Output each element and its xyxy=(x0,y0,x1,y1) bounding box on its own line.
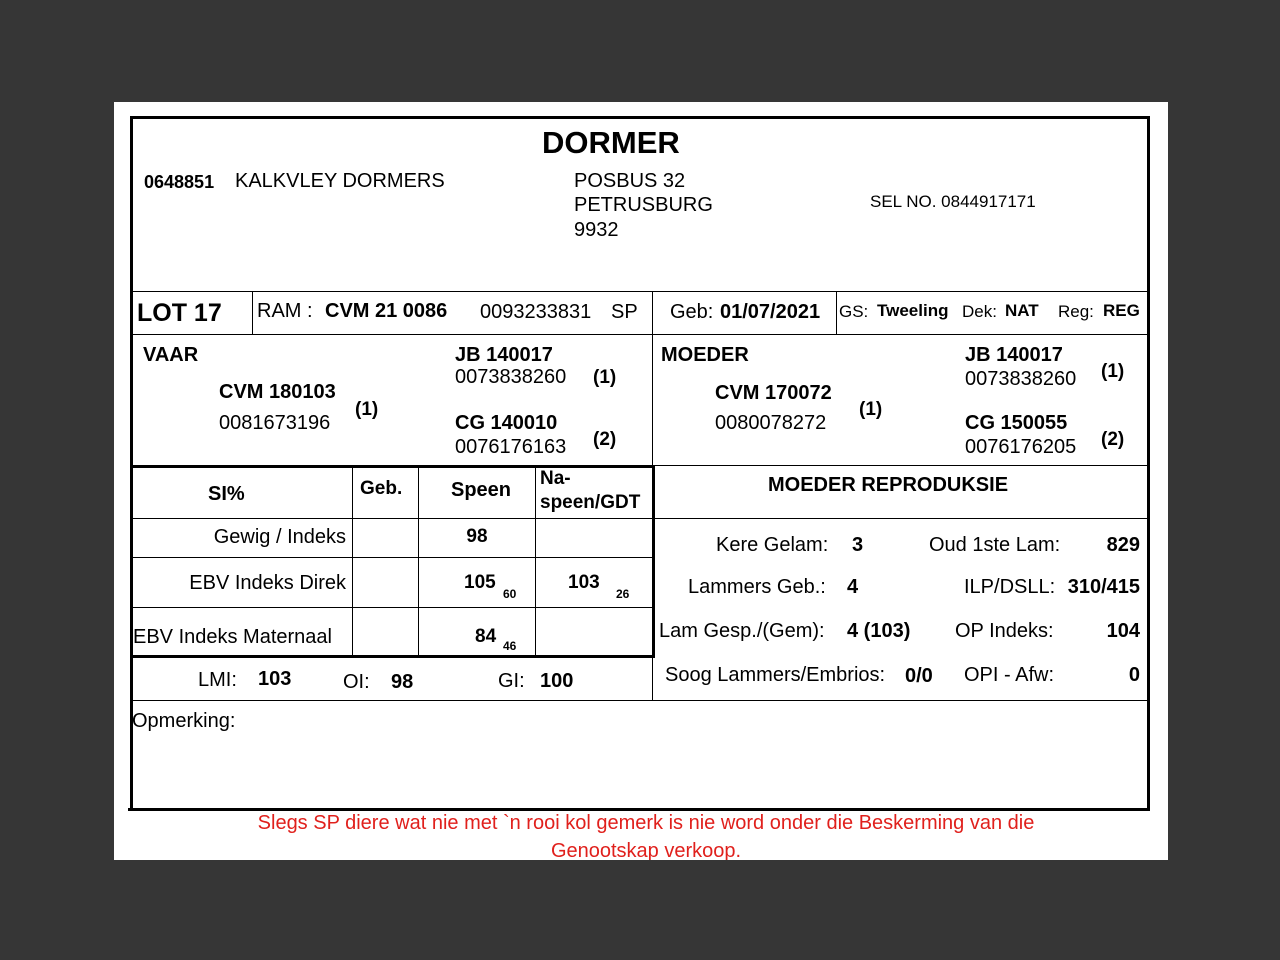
gi-value: 100 xyxy=(540,670,574,692)
speen-direct-count: 60 xyxy=(503,587,517,601)
lammers-value: 4 xyxy=(847,576,859,598)
divider xyxy=(130,518,654,519)
reg-label: Reg: xyxy=(1058,302,1094,321)
sire-id: CVM 180103 xyxy=(219,381,336,403)
oud-value: 829 xyxy=(1106,534,1140,556)
notice-line-1: Slegs SP diere wat nie met `n rooi kol gemerk is nie word onder die Beskerming van die xyxy=(257,812,1035,834)
ram-status: SP xyxy=(611,301,638,323)
frame-left xyxy=(130,116,133,811)
lmi-value: 103 xyxy=(258,668,292,690)
sire-dam-mark: (2) xyxy=(593,429,617,450)
oi-value: 98 xyxy=(391,671,414,693)
si-header: SI% xyxy=(208,483,245,505)
row-label-weight: Gewig / Indeks xyxy=(213,526,346,548)
row-label-maternal: EBV Indeks Maternaal xyxy=(133,626,332,648)
notice-line-2: Genootskap verkoop. xyxy=(550,840,742,860)
geb-header: Geb. xyxy=(360,478,403,499)
lammers-label: Lammers Geb.: xyxy=(688,576,826,598)
op-label: OP Indeks: xyxy=(955,620,1054,642)
ram-label: RAM : xyxy=(257,300,313,322)
opi-value: 0 xyxy=(1128,664,1140,686)
birth-date: 01/07/2021 xyxy=(720,301,821,323)
si-table-top xyxy=(130,465,655,468)
frame-top xyxy=(130,116,1150,119)
divider xyxy=(652,658,653,700)
sire-mark: (1) xyxy=(355,399,379,420)
dam-sire-id: JB 140017 xyxy=(965,344,1063,366)
dam-mark: (1) xyxy=(859,399,883,420)
oud-label: Oud 1ste Lam: xyxy=(929,534,1061,556)
oi-label: OI: xyxy=(343,671,370,693)
divider xyxy=(130,607,654,608)
naspeen-header-line1: Na- xyxy=(540,468,571,489)
dam-label: MOEDER xyxy=(661,344,749,366)
page-title: DORMER xyxy=(542,125,680,160)
divider xyxy=(352,465,353,656)
lmi-label: LMI: xyxy=(198,669,237,691)
remark-label: Opmerking: xyxy=(132,710,236,732)
gs-label: GS: xyxy=(839,302,869,321)
lot-card xyxy=(114,102,1168,860)
sire-number: 0081673196 xyxy=(219,412,331,434)
gi-label: GI: xyxy=(498,670,525,692)
sire-label: VAAR xyxy=(143,344,199,366)
row-label-direct: EBV Indeks Direk xyxy=(189,572,346,594)
ilp-value: 310/415 xyxy=(1067,576,1140,598)
dam-id: CVM 170072 xyxy=(715,382,832,404)
ilp-label: ILP/DSLL: xyxy=(964,576,1056,598)
soog-value: 0/0 xyxy=(905,665,933,687)
divider xyxy=(130,291,1150,292)
divider xyxy=(252,291,253,334)
speen-weight: 98 xyxy=(466,526,488,547)
divider xyxy=(130,700,1150,701)
opi-label: OPI - Afw: xyxy=(964,664,1055,686)
sire-dam-id: CG 140010 xyxy=(455,412,558,434)
sire-sire-mark: (1) xyxy=(593,367,617,388)
address-line-3: 9932 xyxy=(574,219,619,241)
dek-value: NAT xyxy=(1005,301,1039,320)
soog-label: Soog Lammers/Embrios: xyxy=(665,664,886,686)
address-line-1: POSBUS 32 xyxy=(574,170,686,192)
dam-sire-mark: (1) xyxy=(1101,361,1125,382)
frame-right xyxy=(1147,116,1150,811)
gesp-value: 4 (103) xyxy=(847,620,911,642)
naspeen-direct-count: 26 xyxy=(616,587,630,601)
kere-value: 3 xyxy=(852,534,864,556)
divider xyxy=(535,465,536,656)
op-value: 104 xyxy=(1106,620,1140,642)
repro-title: MOEDER REPRODUKSIE xyxy=(768,474,1009,496)
dam-number: 0080078272 xyxy=(715,412,827,434)
reg-value: REG xyxy=(1103,301,1140,320)
sire-sire-id: JB 140017 xyxy=(455,344,553,366)
speen-header: Speen xyxy=(451,479,512,501)
sire-sire-number: 0073838260 xyxy=(455,366,567,388)
gesp-label: Lam Gesp./(Gem): xyxy=(659,620,825,642)
divider xyxy=(836,291,837,334)
speen-direct: 105 xyxy=(464,572,496,593)
sire-dam-number: 0076176163 xyxy=(455,436,567,458)
speen-maternal-count: 46 xyxy=(503,639,517,653)
divider xyxy=(130,334,1150,335)
breeder-number: 0648851 xyxy=(144,172,215,192)
divider xyxy=(652,334,653,466)
kere-label: Kere Gelam: xyxy=(716,534,829,556)
divider xyxy=(418,465,419,656)
si-table-bottom xyxy=(130,655,655,658)
dek-label: Dek: xyxy=(962,302,997,321)
dam-sire-number: 0073838260 xyxy=(965,368,1077,390)
birth-label: Geb: xyxy=(670,301,714,323)
dam-dam-number: 0076176205 xyxy=(965,436,1077,458)
address-line-2: PETRUSBURG xyxy=(574,194,713,216)
si-table-right xyxy=(652,465,655,658)
ram-id: CVM 21 0086 xyxy=(325,300,448,322)
lot-number: LOT 17 xyxy=(137,299,222,327)
naspeen-direct: 103 xyxy=(568,572,600,593)
speen-maternal: 84 xyxy=(475,626,497,647)
gs-value: Tweeling xyxy=(877,301,949,320)
ram-number: 0093233831 xyxy=(480,301,592,323)
divider xyxy=(652,291,653,334)
phone-number: SEL NO. 0844917171 xyxy=(870,192,1036,211)
frame-bottom xyxy=(128,808,1150,811)
dam-dam-id: CG 150055 xyxy=(965,412,1068,434)
divider xyxy=(130,557,654,558)
dam-dam-mark: (2) xyxy=(1101,429,1125,450)
naspeen-header-line2: speen/GDT xyxy=(540,492,641,513)
divider xyxy=(655,518,1150,519)
breeder-name: KALKVLEY DORMERS xyxy=(235,170,445,192)
